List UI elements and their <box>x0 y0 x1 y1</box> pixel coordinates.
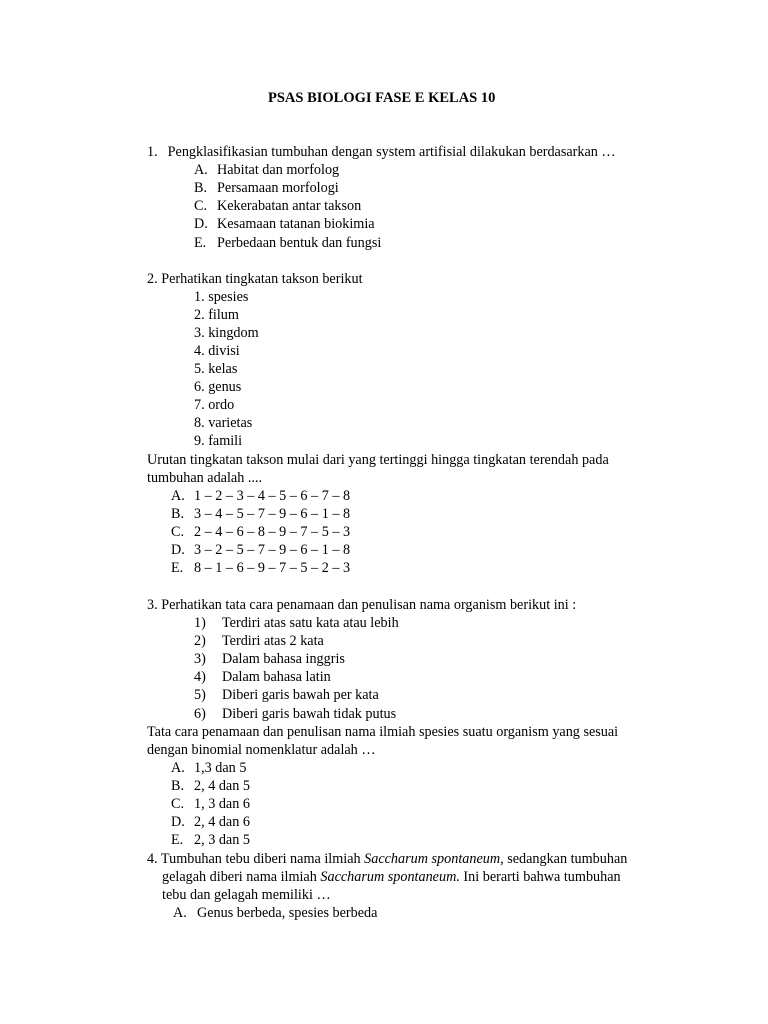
option-text: Genus berbeda, spesies berbeda <box>197 905 378 921</box>
question-text: Pengklasifikasian tumbuhan dengan system artifisial dilakukan berdasarkan … <box>167 144 616 160</box>
option-text: 2, 4 dan 5 <box>194 778 250 794</box>
question-4-line <box>162 868 621 886</box>
option-text: Perbedaan bentuk dan fungsi <box>217 235 382 251</box>
option-row <box>171 813 250 831</box>
list-item: 5. kelas <box>194 361 238 377</box>
list-item <box>194 632 324 650</box>
question-text: gelagah diberi nama ilmiah <box>162 869 321 885</box>
page-title: PSAS BIOLOGI FASE E KELAS 10 <box>268 90 496 106</box>
option-row <box>171 795 250 813</box>
option-label: B. <box>171 506 185 522</box>
option-row <box>171 523 350 541</box>
option-text: 3 – 2 – 5 – 7 – 9 – 6 – 1 – 8 <box>194 542 351 558</box>
list-text: Terdiri atas satu kata atau lebih <box>222 615 399 631</box>
option-label: C. <box>171 796 185 812</box>
option-text: Kekerabatan antar takson <box>217 198 362 214</box>
list-number: 4) <box>194 669 206 685</box>
option-label: B. <box>194 180 208 196</box>
list-item <box>194 650 345 668</box>
scientific-name: Saccharum spontaneum. <box>320 869 460 885</box>
option-row <box>171 759 246 777</box>
list-item: 2. filum <box>194 307 239 323</box>
option-label: A. <box>171 760 185 776</box>
option-label: C. <box>194 198 208 214</box>
option-text: 1 – 2 – 3 – 4 – 5 – 6 – 7 – 8 <box>194 488 351 504</box>
list-number: 6) <box>194 706 206 722</box>
question-3-stem: 3. Perhatikan tata cara penamaan dan penulisan nama organism berikut ini : <box>147 597 577 613</box>
option-row <box>171 541 350 559</box>
list-text: Dalam bahasa latin <box>222 669 331 685</box>
option-row <box>194 179 339 197</box>
option-label: E. <box>171 560 184 576</box>
list-item: 4. divisi <box>194 343 240 359</box>
question-text: Tata cara penamaan dan penulisan nama ilmiah spesies suatu organism yang sesuai <box>147 724 619 740</box>
option-text: 2 – 4 – 6 – 8 – 9 – 7 – 5 – 3 <box>194 524 351 540</box>
list-number: 1) <box>194 615 206 631</box>
scientific-name: Saccharum spontaneum, <box>364 851 504 867</box>
option-row <box>194 234 381 252</box>
option-row <box>171 831 250 849</box>
list-text: Diberi garis bawah per kata <box>222 687 379 703</box>
list-item: 6. genus <box>194 379 242 395</box>
option-row <box>194 161 339 179</box>
option-text: 3 – 4 – 5 – 7 – 9 – 6 – 1 – 8 <box>194 506 351 522</box>
list-text: Diberi garis bawah tidak putus <box>222 706 397 722</box>
option-label: E. <box>171 832 184 848</box>
option-row <box>171 487 350 505</box>
list-item: 8. varietas <box>194 415 253 431</box>
list-text: Terdiri atas 2 kata <box>222 633 324 649</box>
option-label: A. <box>194 162 208 178</box>
option-row <box>171 559 350 577</box>
option-text: Habitat dan morfolog <box>217 162 340 178</box>
question-text: tumbuhan adalah .... <box>147 470 263 486</box>
option-label: B. <box>171 778 185 794</box>
list-item <box>194 686 379 704</box>
list-item <box>194 705 396 723</box>
question-number: 1. <box>147 144 158 160</box>
list-item <box>194 668 331 686</box>
option-label: D. <box>171 814 185 830</box>
question-text: dengan binomial nomenklatur adalah … <box>147 742 376 758</box>
question-text: 4. Tumbuhan tebu diberi nama ilmiah <box>147 851 365 867</box>
option-label: A. <box>173 905 187 921</box>
list-item <box>194 614 399 632</box>
option-label: D. <box>171 542 185 558</box>
list-text: Dalam bahasa inggris <box>222 651 345 667</box>
option-text: Kesamaan tatanan biokimia <box>217 216 375 232</box>
option-text: 2, 3 dan 5 <box>194 832 250 848</box>
list-item: 7. ordo <box>194 397 235 413</box>
option-text: Persamaan morfologi <box>217 180 339 196</box>
option-row <box>171 505 350 523</box>
question-text: sedangkan tumbuhan <box>503 851 628 867</box>
list-item: 9. famili <box>194 433 243 449</box>
option-text: 8 – 1 – 6 – 9 – 7 – 5 – 2 – 3 <box>194 560 351 576</box>
question-text: Ini berarti bahwa tumbuhan <box>459 869 621 885</box>
question-1-stem <box>147 143 616 161</box>
list-number: 3) <box>194 651 206 667</box>
option-text: 2, 4 dan 6 <box>194 814 250 830</box>
question-4-stem <box>147 850 627 868</box>
list-number: 2) <box>194 633 206 649</box>
option-row <box>194 197 361 215</box>
list-number: 5) <box>194 687 206 703</box>
question-text: tebu dan gelagah memiliki … <box>162 887 331 903</box>
option-label: E. <box>194 235 207 251</box>
question-2-stem: 2. Perhatikan tingkatan takson berikut <box>147 271 363 287</box>
option-label: D. <box>194 216 208 232</box>
option-text: 1,3 dan 5 <box>194 760 247 776</box>
question-text: Urutan tingkatan takson mulai dari yang tertinggi hingga tingkatan terendah pada <box>147 452 609 468</box>
option-text: 1, 3 dan 6 <box>194 796 250 812</box>
option-row <box>171 777 250 795</box>
option-label: C. <box>171 524 185 540</box>
option-label: A. <box>171 488 185 504</box>
list-item: 3. kingdom <box>194 325 259 341</box>
option-row <box>173 904 377 922</box>
list-item: 1. spesies <box>194 289 249 305</box>
option-row <box>194 215 375 233</box>
